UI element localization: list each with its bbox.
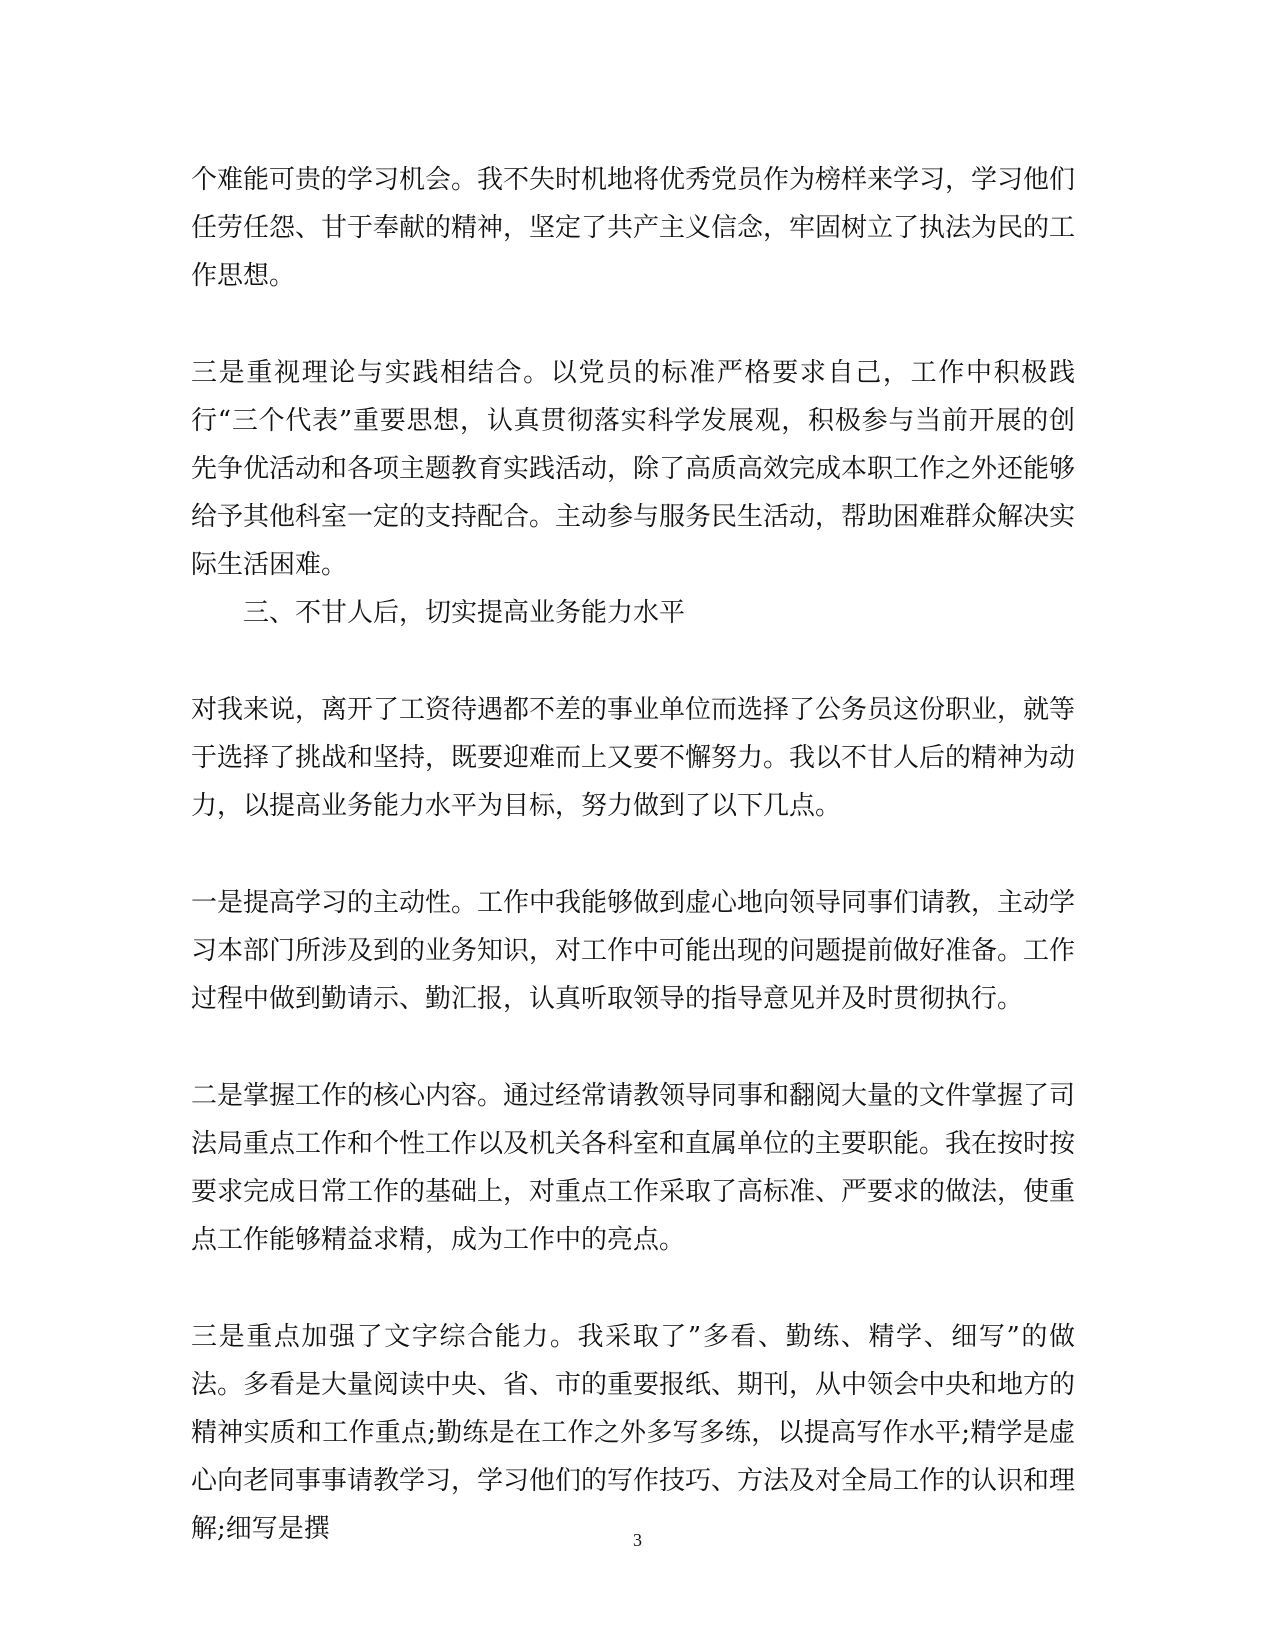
- paragraph-study-opportunity: 个难能可贵的学习机会。我不失时机地将优秀党员作为榜样来学习，学习他们任劳任怨、甘于奉献的精神，坚定了共产主义信念，牢固树立了执法为民的工作思想。: [191, 165, 1076, 291]
- paragraph-writing-ability: 三是重点加强了文字综合能力。我采取了”多看、勤练、精学、细写”的做法。多看是大量阅读中央、省、市的重要报纸、期刊，从中领会中央和地方的精神实质和工作重点;勤练是在工作之外多写多练，以提高写作水平;精学是虚心向老同事事请教学习，学习他们的写作技巧、方法及对全局工作的认识和理解;细写是撰: [191, 1322, 1076, 1544]
- section-heading: 三、不甘人后，切实提高业务能力水平: [243, 598, 686, 628]
- paragraph-theory-practice: 三是重视理论与实践相结合。以党员的标准严格要求自己，工作中积极践行“三个代表”重要思想，认真贯彻落实科学发展观，积极参与当前开展的创先争优活动和各项主题教育实践活动，除了高质高效完成本职工作之外还能够给予其他科室一定的支持配合。主动参与服务民生活动，帮助困难群众解决实际生活困难。: [191, 358, 1076, 580]
- paragraph-career-choice: 对我来说，离开了工资待遇都不差的事业单位而选择了公务员这份职业，就等于选择了挑战和坚持，既要迎难而上又要不懈努力。我以不甘人后的精神为动力，以提高业务能力水平为目标，努力做到了以下几点。: [191, 695, 1076, 821]
- paragraph-gap: [191, 637, 1075, 686]
- document-body: [191, 156, 1075, 1553]
- paragraph-gap: [191, 1023, 1075, 1072]
- page-number: 3: [633, 1530, 642, 1550]
- paragraph-gap: [191, 1264, 1075, 1313]
- paragraph-core-work: 二是掌握工作的核心内容。通过经常请教领导同事和翻阅大量的文件掌握了司法局重点工作和个性工作以及机关各科室和直属单位的主要职能。我在按时按要求完成日常工作的基础上，对重点工作采取了高标准、严要求的做法，使重点工作能够精益求精，成为工作中的亮点。: [191, 1081, 1076, 1255]
- paragraph-gap: [191, 300, 1075, 349]
- paragraph-learning-initiative: 一是提高学习的主动性。工作中我能够做到虚心地向领导同事们请教，主动学习本部门所涉及到的业务知识，对工作中可能出现的问题提前做好准备。工作过程中做到勤请示、勤汇报，认真听取领导的指导意见并及时贯彻执行。: [191, 888, 1076, 1014]
- paragraph-gap: [191, 830, 1075, 879]
